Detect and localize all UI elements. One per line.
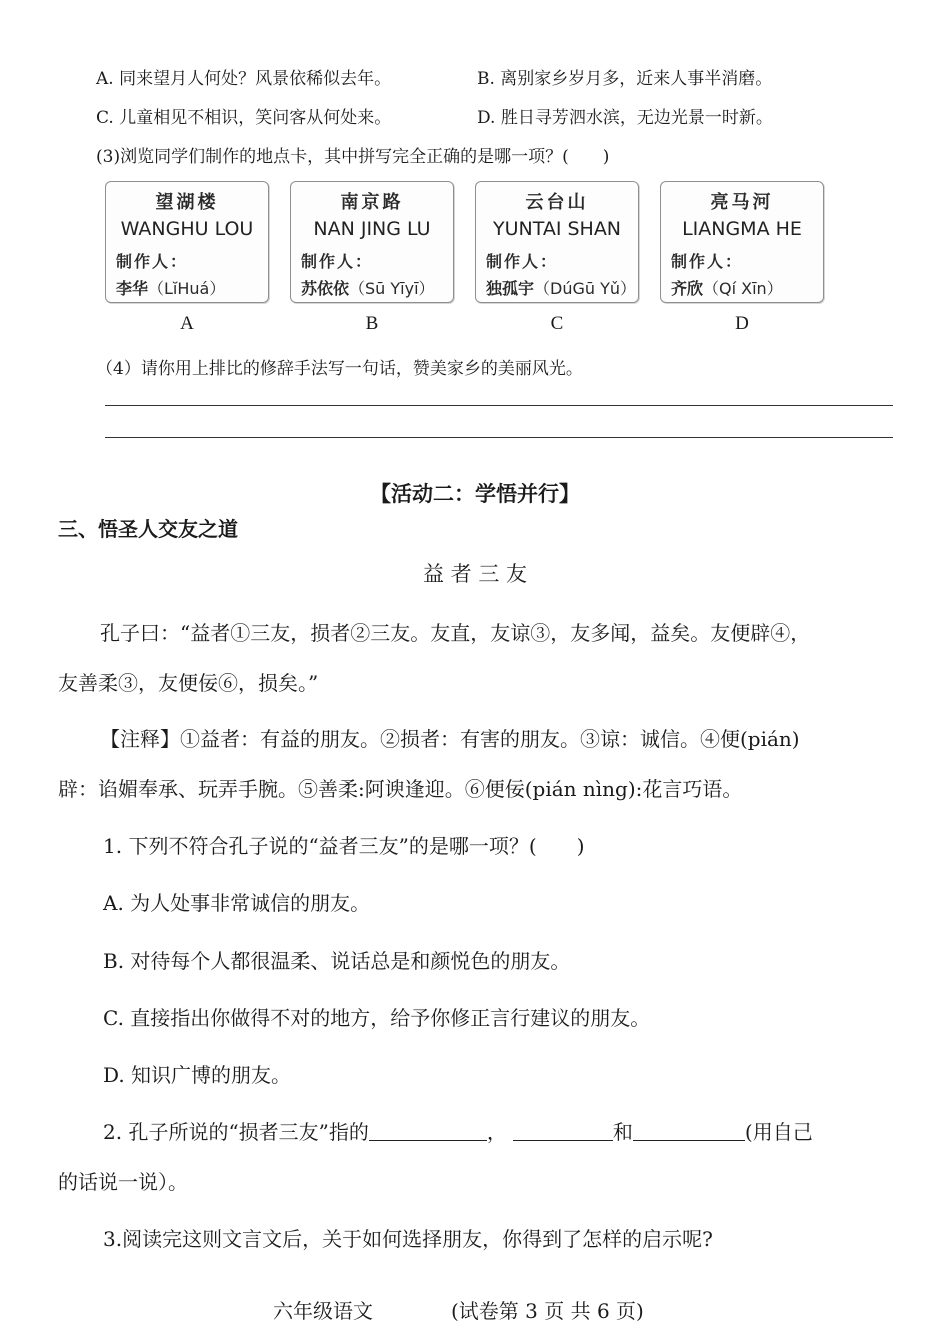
card-author-pinyin: （DúGū Yǔ） xyxy=(534,279,637,298)
section-title: 三、悟圣人交友之道 xyxy=(58,517,238,541)
card-place-pinyin: NAN JING LU xyxy=(313,218,431,240)
card-place-pinyin: YUNTAI SHAN xyxy=(492,218,622,240)
card-maker-label: 制作人： xyxy=(116,252,189,271)
answer-blank-2[interactable] xyxy=(513,1120,613,1141)
notes-line-1: 【注释】①益者：有益的朋友。②损者：有害的朋友。③谅：诚信。④便(pián) xyxy=(100,727,800,751)
card-author-pinyin: （Qí Xīn） xyxy=(703,279,783,298)
card-place-pinyin: WANGHU LOU xyxy=(120,218,254,240)
question-2-separator: ， xyxy=(486,1120,507,1144)
card-author xyxy=(301,276,435,299)
answer-line[interactable] xyxy=(105,405,893,406)
question-2-prompt: 2. 孔子所说的“损者三友”指的 xyxy=(103,1120,369,1144)
location-card-d xyxy=(660,181,824,303)
card-author-pinyin: （LĭHuá） xyxy=(148,279,226,298)
card-place-pinyin: LIANGMA HE xyxy=(682,218,802,240)
card-author-name: 苏依依 xyxy=(301,279,350,298)
option-d: D. 胜日寻芳泗水滨，无边光景一时新。 xyxy=(477,108,773,128)
question-3-prompt: 3.阅读完这则文言文后，关于如何选择朋友，你得到了怎样的启示呢? xyxy=(103,1227,713,1251)
card-author-name: 齐欣 xyxy=(671,279,704,298)
card-letter-c: C xyxy=(550,313,564,334)
option-c: C. 儿童相见不相识，笑问客从何处来。 xyxy=(96,108,392,128)
card-author-pinyin: （Sū Yīyī） xyxy=(349,279,435,298)
card-author-name: 独孤宇 xyxy=(486,279,535,298)
footer-page-number: (试卷第 3 页 共 6 页) xyxy=(451,1299,644,1323)
option-b: B. 离别家乡岁月多，近来人事半消磨。 xyxy=(477,69,773,89)
question-2-suffix: (用自己 xyxy=(744,1120,813,1144)
question-1-option-c: C. 直接指出你做得不对的地方，给予你修正言行建议的朋友。 xyxy=(103,1006,651,1030)
answer-blank-3[interactable] xyxy=(633,1120,745,1141)
location-card-a xyxy=(105,181,269,303)
location-card-b xyxy=(290,181,454,303)
question-1-option-b: B. 对待每个人都很温柔、说话总是和颜悦色的朋友。 xyxy=(103,949,571,973)
card-maker-label: 制作人： xyxy=(301,252,374,271)
card-letter-a: A xyxy=(180,313,194,334)
question-2-line-2: 的话说一说）。 xyxy=(58,1170,188,1194)
card-place-name: 望湖楼 xyxy=(155,192,219,213)
question-1-option-d: D. 知识广博的朋友。 xyxy=(103,1063,292,1087)
card-place-name: 云台山 xyxy=(525,192,589,213)
card-place-name: 亮马河 xyxy=(710,192,774,213)
activity-title: 【活动二：学悟并行】 xyxy=(370,482,580,506)
passage-title: 益 者 三 友 xyxy=(422,562,528,586)
question-3-text: (3)浏览同学们制作的地点卡，其中拼写完全正确的是哪一项？( ) xyxy=(96,147,610,167)
card-maker-label: 制作人： xyxy=(671,252,744,271)
card-letter-b: B xyxy=(365,313,379,334)
notes-line-2: 辟：谄媚奉承、玩弄手腕。⑤善柔:阿谀逢迎。⑥便佞(pián nìng):花言巧语。 xyxy=(58,777,743,801)
question-1-option-a: A. 为人处事非常诚信的朋友。 xyxy=(103,891,371,915)
question-2-line-1 xyxy=(103,1116,813,1145)
card-letter-d: D xyxy=(735,313,749,334)
location-card-c xyxy=(475,181,639,303)
passage-line-1: 孔子曰：“益者①三友，损者②三友。友直，友谅③，友多闻，益矣。友便辟④， xyxy=(100,621,811,645)
question-1-stem: 1. 下列不符合孔子说的“益者三友”的是哪一项？( ) xyxy=(103,834,585,858)
passage-line-2: 友善柔③，友便佞⑥，损矣。” xyxy=(58,671,319,695)
footer-subject: 六年级语文 xyxy=(273,1299,373,1323)
card-author xyxy=(116,276,225,299)
card-author xyxy=(671,276,783,299)
card-author xyxy=(486,276,636,299)
answer-line[interactable] xyxy=(105,437,893,438)
card-maker-label: 制作人： xyxy=(486,252,559,271)
card-author-name: 李华 xyxy=(116,279,149,298)
card-place-name: 南京路 xyxy=(340,192,404,213)
option-a: A. 同来望月人何处？风景依稀似去年。 xyxy=(96,69,392,89)
answer-blank-1[interactable] xyxy=(369,1120,487,1141)
question-2-and: 和 xyxy=(612,1120,633,1144)
question-4-text: （4）请你用上排比的修辞手法写一句话，赞美家乡的美丽风光。 xyxy=(96,359,583,379)
